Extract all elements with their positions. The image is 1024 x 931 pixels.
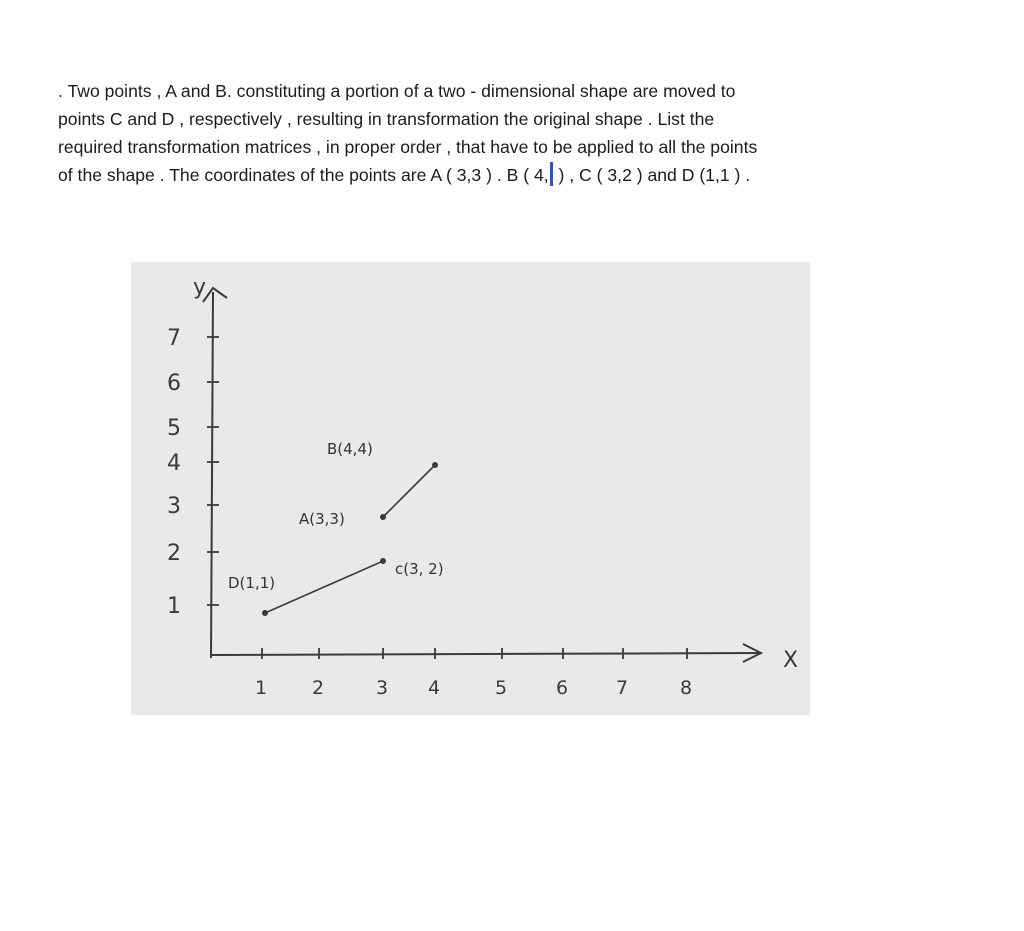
x-tick-label: 3 xyxy=(376,677,389,699)
y-axis-arrow xyxy=(203,288,227,302)
x-tick-label: 1 xyxy=(255,677,268,699)
point-b xyxy=(432,462,438,468)
x-tick-label: 7 xyxy=(616,677,629,699)
text-cursor xyxy=(550,162,553,186)
problem-line-2: points C and D , respectively , resulting in transformation the original shape . List the xyxy=(58,109,715,129)
y-tick-label: 2 xyxy=(167,541,181,566)
x-tick-label: 4 xyxy=(428,677,441,699)
label-point-c: c(3, 2) xyxy=(395,560,444,578)
point-a xyxy=(380,514,386,520)
sketch-photo xyxy=(131,262,810,715)
point-d xyxy=(262,610,268,616)
segment-dc xyxy=(265,561,383,613)
y-tick-label: 5 xyxy=(167,416,181,441)
label-point-a: A(3,3) xyxy=(299,510,345,528)
y-tick-label: 3 xyxy=(167,494,181,519)
x-axis-label: X xyxy=(783,648,799,673)
points xyxy=(262,462,438,616)
problem-statement xyxy=(58,77,958,189)
y-tick-label: 6 xyxy=(167,371,181,396)
y-tick-label: 7 xyxy=(167,326,181,351)
axes xyxy=(193,275,798,673)
problem-line-4-end: ) , C ( 3,2 ) and D (1,1 ) . xyxy=(553,165,751,185)
label-point-b: B(4,4) xyxy=(327,440,373,458)
x-axis xyxy=(211,653,759,655)
y-axis-label: y xyxy=(193,275,207,300)
y-tick-label: 4 xyxy=(167,451,181,476)
x-tick-label: 5 xyxy=(495,677,508,699)
y-axis xyxy=(211,292,213,658)
problem-line-3: required transformation matrices , in proper order , that have to be applied to all the points xyxy=(58,137,758,157)
problem-line-1: . Two points , A and B. constituting a portion of a two - dimensional shape are moved to xyxy=(58,81,736,101)
problem-line-4 xyxy=(58,161,958,189)
point-c xyxy=(380,558,386,564)
problem-line-4-start: of the shape . The coordinates of the points are A ( 3,3 ) . B ( 4, xyxy=(58,165,549,185)
x-tick-label: 2 xyxy=(312,677,325,699)
coordinate-sketch xyxy=(131,262,810,715)
x-tick-label: 8 xyxy=(680,677,693,699)
point-labels xyxy=(228,440,444,592)
segments xyxy=(265,465,435,613)
segment-ab xyxy=(383,465,435,517)
x-tick-label: 6 xyxy=(556,677,569,699)
label-point-d: D(1,1) xyxy=(228,574,276,592)
ticks xyxy=(167,326,692,699)
y-tick-label: 1 xyxy=(167,594,181,619)
